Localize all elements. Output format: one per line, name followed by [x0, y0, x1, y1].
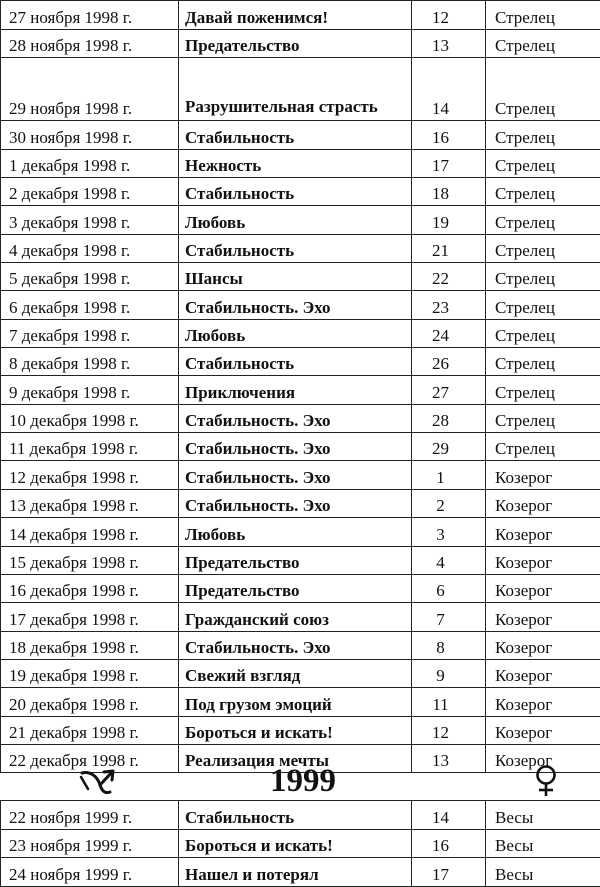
- title-cell: Предательство: [179, 30, 412, 58]
- sign-cell: Козерог: [486, 518, 600, 547]
- title-cell: Любовь: [179, 518, 412, 547]
- title-cell: Стабильность: [179, 178, 412, 206]
- number-cell: 23: [412, 291, 486, 320]
- title-cell: Шансы: [179, 263, 412, 291]
- title-cell: Стабильность: [179, 235, 412, 263]
- table-row: [1, 178, 600, 206]
- date-cell: 12 декабря 1998 г.: [1, 461, 179, 490]
- table-row: [1, 348, 600, 376]
- table-body-1999: [1, 801, 600, 887]
- number-cell: 26: [412, 348, 486, 376]
- sign-cell: Стрелец: [486, 320, 600, 348]
- date-cell: 19 декабря 1998 г.: [1, 660, 179, 688]
- table-row: [1, 206, 600, 235]
- date-cell: 23 ноября 1999 г.: [1, 830, 179, 858]
- title-cell: Предательство: [179, 575, 412, 603]
- number-cell: 12: [412, 717, 486, 745]
- title-cell: Стабильность: [179, 348, 412, 376]
- number-cell: 2: [412, 490, 486, 518]
- title-cell: Бороться и искать!: [179, 717, 412, 745]
- sign-cell: Стрелец: [486, 150, 600, 178]
- date-cell: 18 декабря 1998 г.: [1, 632, 179, 660]
- table-row: [1, 660, 600, 688]
- sign-cell: Стрелец: [486, 58, 600, 121]
- table-row: [1, 1, 600, 30]
- number-cell: 8: [412, 632, 486, 660]
- table-row: [1, 58, 600, 121]
- number-cell: 29: [412, 433, 486, 461]
- title-cell: Стабильность. Эхо: [179, 461, 412, 490]
- table-row: [1, 575, 600, 603]
- number-cell: 18: [412, 178, 486, 206]
- sign-cell: Стрелец: [486, 178, 600, 206]
- sign-cell: Весы: [486, 830, 600, 858]
- date-cell: 11 декабря 1998 г.: [1, 433, 179, 461]
- number-cell: 12: [412, 1, 486, 30]
- title-cell: Свежий взгляд: [179, 660, 412, 688]
- table-1999: [0, 800, 600, 887]
- number-cell: 11: [412, 688, 486, 717]
- sign-cell: Козерог: [486, 632, 600, 660]
- date-cell: 6 декабря 1998 г.: [1, 291, 179, 320]
- table-row: [1, 320, 600, 348]
- title-cell: Давай поженимся!: [179, 1, 412, 30]
- sign-cell: Стрелец: [486, 121, 600, 150]
- title-cell: Любовь: [179, 320, 412, 348]
- table-row: [1, 291, 600, 320]
- sagittarius-symbol-icon: [77, 767, 117, 797]
- title-cell: Стабильность. Эхо: [179, 632, 412, 660]
- table-row: [1, 30, 600, 58]
- date-cell: 24 ноября 1999 г.: [1, 858, 179, 887]
- year-label: 1999: [270, 763, 336, 799]
- table-row: [1, 858, 600, 887]
- date-cell: 27 ноября 1998 г.: [1, 1, 179, 30]
- date-cell: 15 декабря 1998 г.: [1, 547, 179, 575]
- date-cell: 14 декабря 1998 г.: [1, 518, 179, 547]
- date-cell: 28 ноября 1998 г.: [1, 30, 179, 58]
- table-row: [1, 121, 600, 150]
- sign-cell: Козерог: [486, 660, 600, 688]
- sign-cell: Козерог: [486, 490, 600, 518]
- sign-cell: Козерог: [486, 461, 600, 490]
- date-cell: 4 декабря 1998 г.: [1, 235, 179, 263]
- date-cell: 2 декабря 1998 г.: [1, 178, 179, 206]
- title-cell: Разрушительная страсть: [179, 58, 412, 121]
- title-cell: Реализация мечты: [179, 745, 412, 773]
- date-cell: 5 декабря 1998 г.: [1, 263, 179, 291]
- table-row: [1, 490, 600, 518]
- title-cell: Стабильность: [179, 801, 412, 830]
- table-row: [1, 376, 600, 405]
- table-row: [1, 235, 600, 263]
- date-cell: 16 декабря 1998 г.: [1, 575, 179, 603]
- date-cell: 9 декабря 1998 г.: [1, 376, 179, 405]
- table-row: [1, 547, 600, 575]
- sign-cell: Стрелец: [486, 291, 600, 320]
- number-cell: 16: [412, 830, 486, 858]
- sign-cell: Стрелец: [486, 206, 600, 235]
- title-cell: Гражданский союз: [179, 603, 412, 632]
- date-cell: 8 декабря 1998 г.: [1, 348, 179, 376]
- sign-cell: Козерог: [486, 575, 600, 603]
- number-cell: 19: [412, 206, 486, 235]
- table-row: [1, 405, 600, 433]
- sign-cell: Козерог: [486, 688, 600, 717]
- table-row: [1, 461, 600, 490]
- sign-cell: Козерог: [486, 603, 600, 632]
- sign-cell: Стрелец: [486, 235, 600, 263]
- table-row: [1, 263, 600, 291]
- number-cell: 13: [412, 745, 486, 773]
- number-cell: 22: [412, 263, 486, 291]
- title-cell: Стабильность: [179, 121, 412, 150]
- title-cell: Приключения: [179, 376, 412, 405]
- sign-cell: Стрелец: [486, 30, 600, 58]
- number-cell: 14: [412, 58, 486, 121]
- sign-cell: Стрелец: [486, 376, 600, 405]
- number-cell: 6: [412, 575, 486, 603]
- venus-symbol-icon: [531, 764, 561, 798]
- sign-cell: Стрелец: [486, 405, 600, 433]
- table-row: [1, 688, 600, 717]
- number-cell: 4: [412, 547, 486, 575]
- title-cell: Стабильность. Эхо: [179, 405, 412, 433]
- table-row: [1, 830, 600, 858]
- number-cell: 28: [412, 405, 486, 433]
- number-cell: 3: [412, 518, 486, 547]
- date-cell: 29 ноября 1998 г.: [1, 58, 179, 121]
- number-cell: 21: [412, 235, 486, 263]
- title-cell: Стабильность. Эхо: [179, 490, 412, 518]
- date-cell: 22 ноября 1999 г.: [1, 801, 179, 830]
- sign-cell: Козерог: [486, 717, 600, 745]
- year-divider: [0, 762, 600, 800]
- sign-cell: Стрелец: [486, 263, 600, 291]
- sign-cell: Весы: [486, 858, 600, 887]
- date-cell: 22 декабря 1998 г.: [1, 745, 179, 773]
- table-body-1998: [1, 1, 600, 773]
- number-cell: 17: [412, 150, 486, 178]
- date-cell: 1 декабря 1998 г.: [1, 150, 179, 178]
- number-cell: 24: [412, 320, 486, 348]
- title-cell: Стабильность. Эхо: [179, 291, 412, 320]
- sign-cell: Стрелец: [486, 1, 600, 30]
- number-cell: 17: [412, 858, 486, 887]
- sign-cell: Стрелец: [486, 348, 600, 376]
- date-cell: 7 декабря 1998 г.: [1, 320, 179, 348]
- number-cell: 1: [412, 461, 486, 490]
- title-cell: Бороться и искать!: [179, 830, 412, 858]
- number-cell: 9: [412, 660, 486, 688]
- date-cell: 10 декабря 1998 г.: [1, 405, 179, 433]
- date-cell: 20 декабря 1998 г.: [1, 688, 179, 717]
- title-cell: Предательство: [179, 547, 412, 575]
- table-row: [1, 603, 600, 632]
- date-cell: 13 декабря 1998 г.: [1, 490, 179, 518]
- table-row: [1, 717, 600, 745]
- sign-cell: Весы: [486, 801, 600, 830]
- title-cell: Под грузом эмоций: [179, 688, 412, 717]
- title-cell: Любовь: [179, 206, 412, 235]
- sign-cell: Козерог: [486, 745, 600, 773]
- sign-cell: Козерог: [486, 547, 600, 575]
- number-cell: 14: [412, 801, 486, 830]
- number-cell: 7: [412, 603, 486, 632]
- table-row: [1, 801, 600, 830]
- number-cell: 27: [412, 376, 486, 405]
- table-row: [1, 433, 600, 461]
- date-cell: 3 декабря 1998 г.: [1, 206, 179, 235]
- number-cell: 16: [412, 121, 486, 150]
- title-cell: Нежность: [179, 150, 412, 178]
- number-cell: 13: [412, 30, 486, 58]
- table-row: [1, 518, 600, 547]
- sign-cell: Стрелец: [486, 433, 600, 461]
- date-cell: 17 декабря 1998 г.: [1, 603, 179, 632]
- title-cell: Стабильность. Эхо: [179, 433, 412, 461]
- table-row: [1, 150, 600, 178]
- date-cell: 21 декабря 1998 г.: [1, 717, 179, 745]
- table-row: [1, 632, 600, 660]
- date-cell: 30 ноября 1998 г.: [1, 121, 179, 150]
- title-cell: Нашел и потерял: [179, 858, 412, 887]
